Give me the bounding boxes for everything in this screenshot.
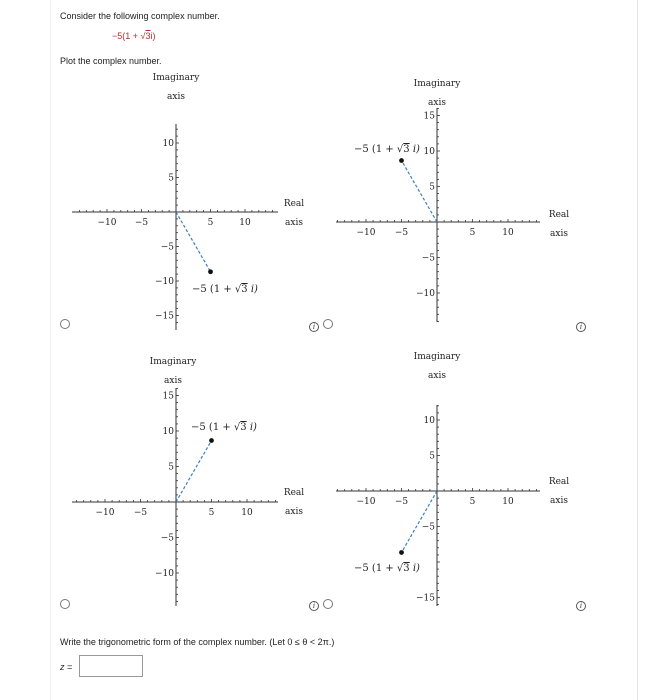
point-label-suffix: i) xyxy=(247,284,258,295)
x-tick-label: 5 xyxy=(207,218,214,228)
graph-option-d[interactable] xyxy=(336,352,569,606)
x-tick-label: −10 xyxy=(97,218,117,228)
plotted-point xyxy=(209,438,214,443)
y-tick-label: 15 xyxy=(423,111,435,122)
y-tick-label: 10 xyxy=(162,139,174,149)
radio-option-d[interactable] xyxy=(323,599,333,609)
answer-label: z = xyxy=(60,662,73,672)
point-label-prefix: −5 (1 + √ xyxy=(354,144,404,155)
y-tick-label: −10 xyxy=(155,277,174,287)
real-axis-title-2: axis xyxy=(285,218,303,228)
info-icon[interactable]: i xyxy=(309,322,319,332)
point-label-suffix: i) xyxy=(409,144,420,155)
real-axis-title: Real xyxy=(548,210,570,220)
y-tick-label: 5 xyxy=(429,182,435,193)
plotted-point xyxy=(399,550,404,555)
point-label xyxy=(354,563,420,574)
sqrt-symbol-icon: √ xyxy=(140,31,146,41)
real-axis-title-2: axis xyxy=(550,229,568,239)
x-tick-label: −10 xyxy=(356,228,376,238)
info-icon[interactable]: i xyxy=(309,601,319,611)
y-tick-label: 10 xyxy=(423,147,435,157)
x-tick-label: −10 xyxy=(356,497,376,507)
y-tick-label: 15 xyxy=(162,391,174,402)
y-tick-label: 5 xyxy=(429,451,435,462)
graph-option-b[interactable] xyxy=(336,79,569,322)
info-icon[interactable]: i xyxy=(576,601,586,611)
real-axis-title: Real xyxy=(548,477,570,487)
answer-input[interactable] xyxy=(79,655,143,677)
y-tick-label: 10 xyxy=(423,416,435,426)
complex-number-radicand: 3 xyxy=(145,31,151,41)
point-label xyxy=(354,144,420,155)
x-tick-label: 10 xyxy=(239,218,251,228)
x-tick-label: −5 xyxy=(134,218,149,228)
x-tick-label: 10 xyxy=(502,228,514,238)
complex-number-prefix: −5(1 + xyxy=(112,31,141,41)
point-label-prefix: −5 (1 + √ xyxy=(192,284,242,295)
x-tick-label: 10 xyxy=(241,508,253,518)
trig-instruction: Write the trigonometric form of the complex number. (Let 0 ≤ θ < 2π.) xyxy=(60,637,335,647)
point-label-radicand: 3 xyxy=(403,563,410,574)
y-tick-label: −5 xyxy=(160,242,174,253)
real-axis-title: Real xyxy=(283,488,305,498)
radio-option-c[interactable] xyxy=(60,599,70,609)
point-label xyxy=(191,422,257,433)
plotted-point xyxy=(399,158,404,163)
point-label-suffix: i) xyxy=(409,563,420,574)
graph-option-c[interactable] xyxy=(72,357,304,606)
point-label-prefix: −5 (1 + √ xyxy=(354,563,404,574)
y-tick-label: −15 xyxy=(416,593,435,604)
imaginary-axis-title-2: axis xyxy=(428,98,446,108)
y-tick-label: 5 xyxy=(168,462,174,473)
real-axis-title: Real xyxy=(283,199,305,209)
x-tick-label: −10 xyxy=(95,508,115,518)
x-tick-label: −5 xyxy=(394,228,409,238)
real-axis-title-2: axis xyxy=(285,507,303,517)
imaginary-axis-title-2: axis xyxy=(428,371,446,381)
imaginary-axis-title-2: axis xyxy=(167,92,185,102)
imaginary-axis-title: Imaginary xyxy=(149,357,197,367)
y-tick-label: 10 xyxy=(162,427,174,437)
point-label xyxy=(192,284,258,295)
y-tick-label: −5 xyxy=(421,253,435,264)
point-label-prefix: −5 (1 + √ xyxy=(191,422,241,433)
vector-segment xyxy=(176,441,212,502)
real-axis-title-2: axis xyxy=(550,496,568,506)
question-intro: Consider the following complex number. xyxy=(60,11,220,21)
x-tick-label: 5 xyxy=(469,228,476,238)
info-icon[interactable]: i xyxy=(576,322,586,332)
x-tick-label: −5 xyxy=(394,497,409,507)
point-label-suffix: i) xyxy=(246,422,257,433)
y-tick-label: −15 xyxy=(155,311,174,322)
x-tick-label: 5 xyxy=(469,497,476,507)
x-tick-label: −5 xyxy=(133,508,148,518)
x-tick-label: 10 xyxy=(502,497,514,507)
y-tick-label: −5 xyxy=(160,533,174,544)
y-tick-label: 5 xyxy=(168,173,174,184)
plotted-point xyxy=(208,269,213,274)
point-label-radicand: 3 xyxy=(240,422,247,433)
y-tick-label: −10 xyxy=(416,289,435,299)
imaginary-axis-title: Imaginary xyxy=(152,73,200,83)
y-tick-label: −5 xyxy=(421,522,435,533)
imaginary-axis-title: Imaginary xyxy=(413,79,461,89)
point-label-radicand: 3 xyxy=(241,284,248,295)
imaginary-axis-title: Imaginary xyxy=(413,352,461,362)
y-tick-label: −10 xyxy=(155,569,174,579)
x-tick-label: 5 xyxy=(208,508,215,518)
point-label-radicand: 3 xyxy=(403,144,410,155)
plot-instruction: Plot the complex number. xyxy=(60,56,162,66)
radio-option-b[interactable] xyxy=(323,319,333,329)
imaginary-axis-title-2: axis xyxy=(164,376,182,386)
vector-segment xyxy=(176,212,211,272)
graph-option-a[interactable] xyxy=(72,73,304,330)
complex-number-suffix: i) xyxy=(150,31,156,41)
radio-option-a[interactable] xyxy=(60,319,70,329)
